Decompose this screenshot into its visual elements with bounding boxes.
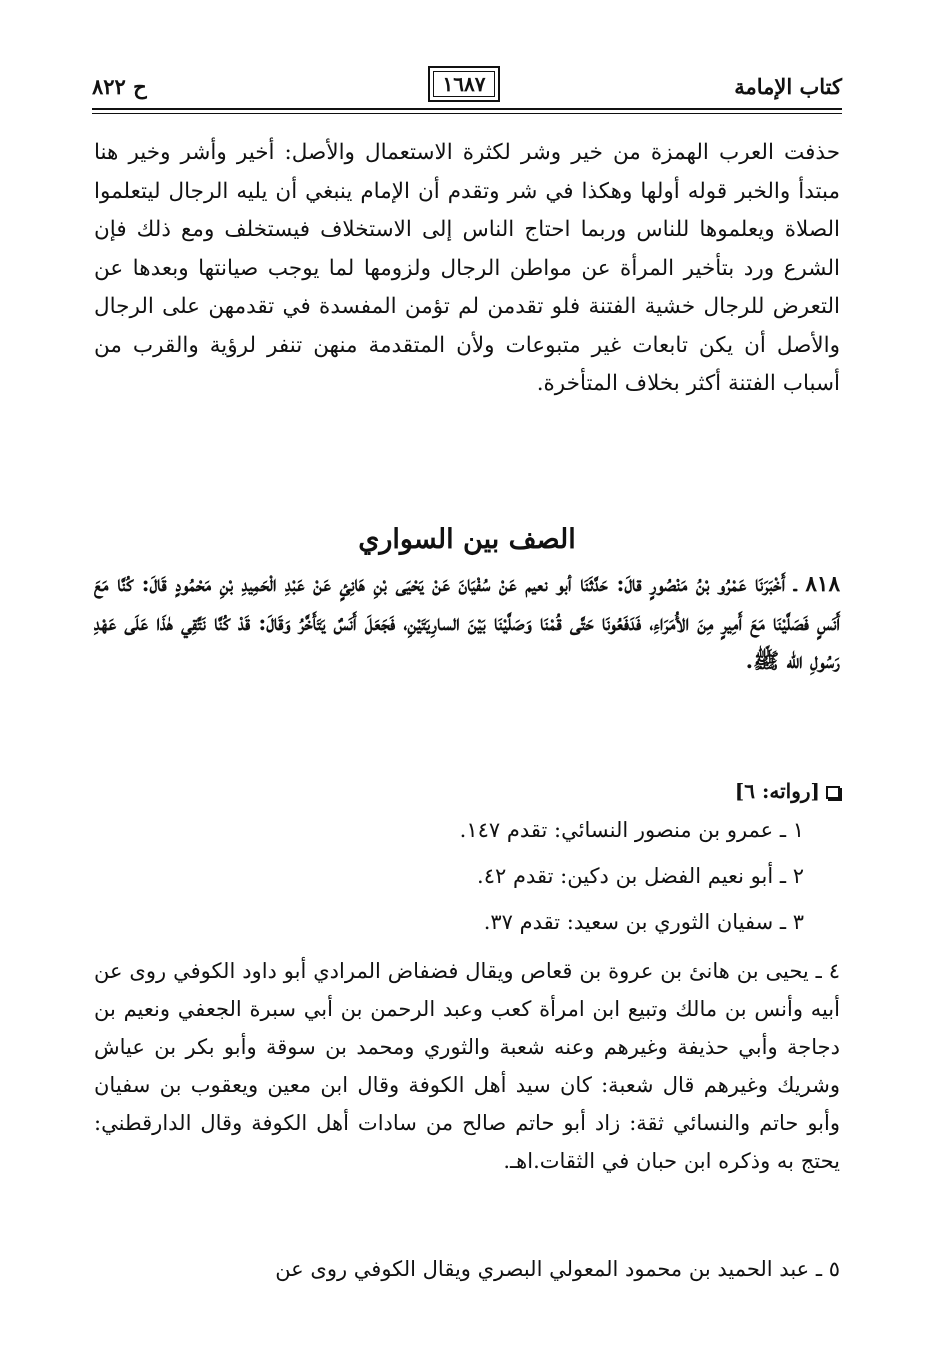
- narrator-item: ٢ ـ أبو نعيم الفضل بن دكين: تقدم ٤٢.: [477, 864, 804, 888]
- header-rule-thin: [92, 113, 842, 114]
- page-number-frame: [428, 66, 500, 102]
- narrator-item: ١ ـ عمرو بن منصور النسائي: تقدم ١٤٧.: [459, 818, 804, 842]
- hadith-reference: ح ٨٢٢: [92, 74, 147, 99]
- narrator-biography: ٥ ـ عبد الحميد بن محمود المعولي البصري ويقال الكوفي روى عن: [275, 1257, 840, 1281]
- narrator-item: ٣ ـ سفيان الثوري بن سعيد: تقدم ٣٧.: [483, 910, 804, 934]
- narrator-biography: ٤ ـ يحيى بن هانئ بن عروة بن قعاص ويقال فضفاض المرادي أبو داود الكوفي روى عن أبيه وأنس بن مالك وتبيع ابن امرأة كعب وعبد الرحمن بن أبي سبرة الجعفي ونعيم بن دجاجة وأبي حذيفة وغيرهم وعنه شعبة والثوري ومحمد بن سوقة وأبو بكر بن عياش وشريك وغيرهم قال شعبة: كان سيد أهل الكوفة وقال ابن معين ويعقوب بن سفيان وأبو حاتم والنسائي ثقة: زاد أبو حاتم صالح من سادات أهل الكوفة وقال الدارقطني: يحتج به وذكره ابن حبان في الثقات.اهـ.: [94, 959, 840, 1173]
- narrators-label: [رواته: ٦]: [734, 779, 820, 803]
- square-bullet-icon: [826, 786, 840, 799]
- page-number: ١٦٨٧: [433, 71, 495, 97]
- header-rule: [92, 108, 842, 110]
- hadith-text: ٨١٨ ـ أَخْبَرَنَا عَمْرُو بْنُ مَنْصُورٍ قالَ: حَدَّثَنَا أبو نعيم عَنْ سُفْيَانَ عَنْ يَحْيَى بْنِ هَانِئٍ عَنْ عَبْدِ الْحَمِيدِ بْنِ مَحْمُودٍ قَالَ: كُنَّا مَعَ أَنَسٍ فَصَلَّيْنَا مَعَ أَمِيرٍ مِنَ الأُمَرَاءِ، فَدَفَعُونَا حَتَّى قُمْنَا وَصَلَّيْنَا بَيْنَ السارِيَتَيْنِ، فَجَعَلَ أَنَسٌ يَتَأَخَّرُ وَقَالَ: قَدْ كُنَّا نَتَّقِي هٰذَا عَلَى عَهْدِ رَسُولِ الله ﷺ.: [94, 572, 840, 674]
- section-heading: الصف بين السواري: [358, 524, 576, 555]
- narrators-heading: [94, 774, 840, 808]
- commentary-paragraph: حذفت العرب الهمزة من خير وشر لكثرة الاستعمال والأصل: أخير وأشر وخير هنا مبتدأ والخبر قوله أولها وهكذا في شر وتقدم أن الإمام ينبغي أن يليه الرجال ليتعلموا الصلاة ويعلموها للناس وربما احتاج الناس إلى الاستخلاف فيستخلف ومع ذلك فإن الشرع ورد بتأخير المرأة عن مواطن الرجال ولزومها لما يوجب صيانتها وبعدها عن التعرض للرجال خشية الفتنة فلو تقدمن لم تؤمن المفسدة في تقدمهن على الرجال والأصل أن يكن تابعات غير متبوعات ولأن المتقدمة منهن تنفر لرؤية والقرب من أسباب الفتنة أكثر بخلاف المتأخرة.: [94, 140, 840, 396]
- book-title: كتاب الإمامة: [734, 74, 842, 99]
